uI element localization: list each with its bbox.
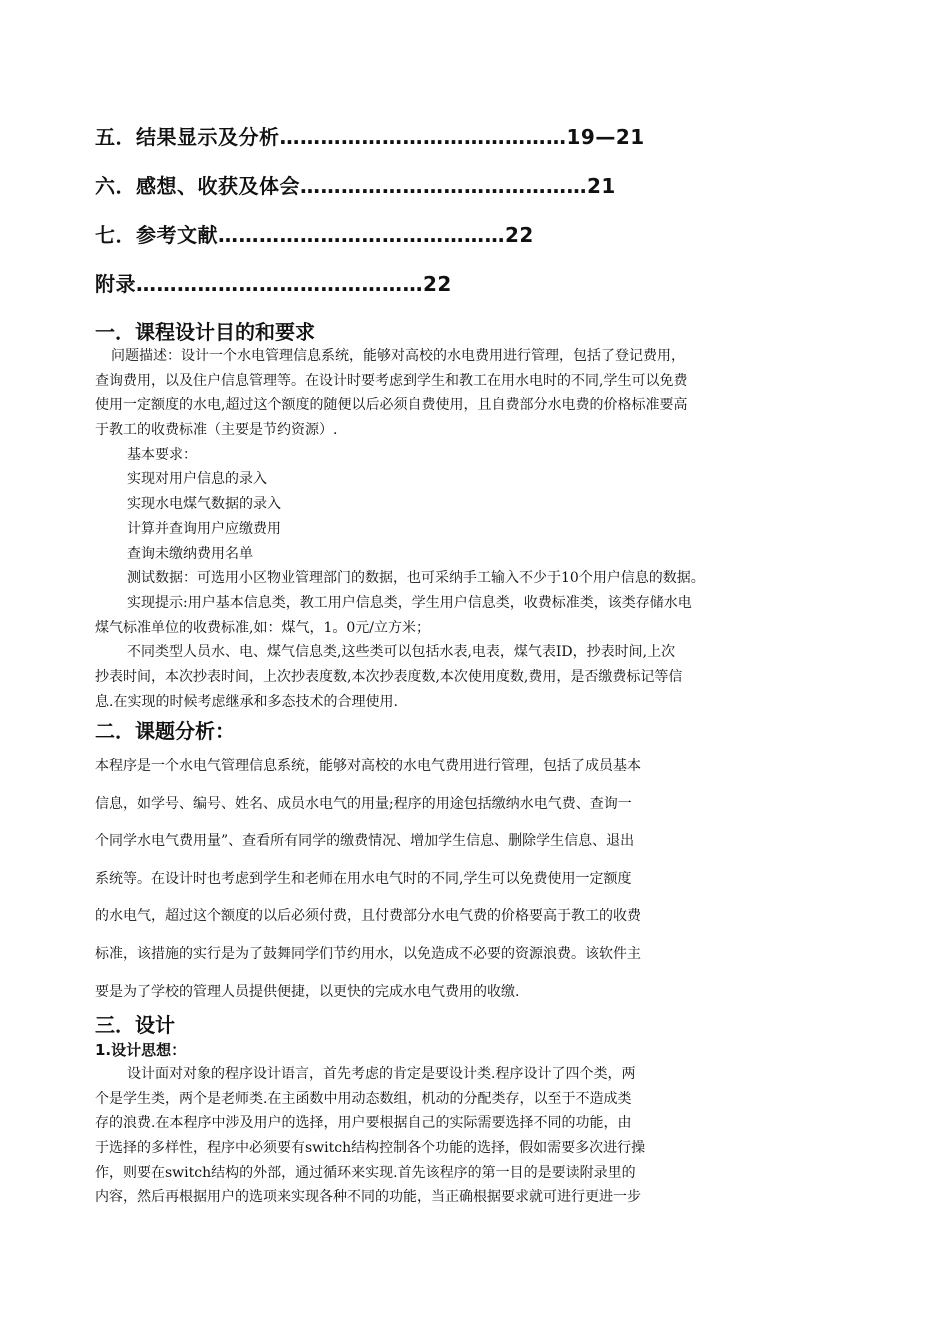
toc-entry-results[interactable] — [95, 123, 645, 151]
body-line: 个是学生类，两个是老师类.在主函数中用动态数组，机动的分配类存，以至于不造成类 — [95, 1090, 632, 1107]
requirement-item: 计算并查询用户应缴费用 — [127, 520, 281, 537]
subsection-design-idea-heading: 1.设计思想： — [95, 1041, 187, 1059]
toc-label: 七．参考文献 — [95, 223, 218, 247]
toc-entry-reflections[interactable] — [95, 172, 616, 200]
toc-page-number: 22 — [505, 223, 534, 247]
section-1-body — [95, 344, 815, 714]
toc-page-number: 19—21 — [566, 125, 645, 149]
body-line: 系统等。在设计时也考虑到学生和老师在用水电气时的不同,学生可以免费使用一定额度 — [95, 870, 632, 887]
toc-label: 附录 — [95, 272, 136, 296]
body-line: 实现提示:用户基本信息类，教工用户信息类，学生用户信息类，收费标准类，该类存储水电 — [127, 594, 692, 611]
body-line: 内容，然后再根据用户的选项来实现各种不同的功能，当正确根据要求就可进行更进一步 — [95, 1189, 641, 1206]
section-3-body — [95, 1062, 815, 1210]
toc-dots: …………………………………… — [136, 272, 423, 296]
body-line: 的水电气，超过这个额度的以后必须付费，且付费部分水电气费的价格要高于教工的收费 — [95, 908, 641, 925]
body-line: 使用一定额度的水电,超过这个额度的随便以后必须自费使用，且自费部分水电费的价格标准要高 — [95, 397, 688, 414]
toc-dots: …………………………………… — [218, 223, 505, 247]
body-line: 设计面对对象的程序设计语言，首先考虑的肯定是要设计类.程序设计了四个类，两 — [127, 1066, 636, 1082]
toc-page-number: 22 — [423, 272, 452, 296]
body-line: 存的浪费.在本程序中涉及用户的选择，用户要根据自己的实际需要选择不同的功能，由 — [95, 1115, 632, 1132]
section-2-body — [95, 748, 815, 1011]
toc-dots: …………………………………… — [300, 174, 587, 198]
section-2-heading: 二．课题分析： — [95, 719, 235, 743]
requirement-item: 实现水电煤气数据的录入 — [127, 496, 281, 513]
section-1-heading: 一．课程设计目的和要求 — [95, 320, 315, 344]
body-line: 于教工的收费标准（主要是节约资源）. — [95, 422, 338, 439]
body-line: 煤气标准单位的收费标准,如：煤气，1。0元/立方米； — [95, 619, 430, 636]
body-line: 本程序是一个水电气管理信息系统，能够对高校的水电气费用进行管理，包括了成员基本 — [95, 758, 641, 774]
requirement-item: 查询未缴纳费用名单 — [127, 545, 253, 562]
toc-label: 六．感想、收获及体会 — [95, 174, 300, 198]
body-line: 测试数据：可选用小区物业管理部门的数据，也可采纳手工输入不少于10个用户信息的数据。 — [127, 570, 705, 587]
body-line: 抄表时间，本次抄表时间，上次抄表度数,本次抄表度数,本次使用度数,费用，是否缴费标记等信 — [95, 668, 683, 685]
body-line: 信息，如学号、编号、姓名、成员水电气的用量;程序的用途包括缴纳水电气费、查询一 — [95, 795, 632, 812]
toc-entry-references[interactable] — [95, 221, 534, 249]
body-line: 不同类型人员水、电、煤气信息类,这些类可以包括水表,电表，煤气表ID，抄表时间,上次 — [127, 644, 676, 661]
body-line: 作，则要在switch结构的外部，通过循环来实现.首先该程序的第一目的是要读附录里的 — [95, 1164, 636, 1181]
body-line: 基本要求： — [127, 446, 197, 463]
toc-entry-appendix[interactable] — [95, 270, 452, 298]
body-line: 标准，该措施的实行是为了鼓舞同学们节约用水，以免造成不必要的资源浪费。该软件主 — [95, 945, 641, 962]
body-line: 查询费用，以及住户信息管理等。在设计时要考虑到学生和教工在用水电时的不同,学生可以免费 — [95, 372, 688, 389]
body-line: 个同学水电气费用量”、查看所有同学的缴费情况、增加学生信息、删除学生信息、退出 — [95, 833, 635, 850]
toc-page-number: 21 — [587, 174, 616, 198]
body-line: 问题描述：设计一个水电管理信息系统，能够对高校的水电费用进行管理，包括了登记费用， — [111, 348, 685, 364]
body-line: 息.在实现的时候考虑继承和多态技术的合理使用. — [95, 693, 398, 710]
requirement-item: 实现对用户信息的录入 — [127, 471, 267, 488]
section-3-heading: 三．设计 — [95, 1013, 175, 1037]
toc-dots: …………………………………… — [279, 125, 567, 149]
body-line: 于选择的多样性，程序中必须要有switch结构控制各个功能的选择，假如需要多次进行操 — [95, 1140, 646, 1157]
toc-label: 五．结果显示及分析 — [95, 125, 280, 149]
body-line: 要是为了学校的管理人员提供便捷，以更快的完成水电气费用的收缴. — [95, 983, 520, 1000]
